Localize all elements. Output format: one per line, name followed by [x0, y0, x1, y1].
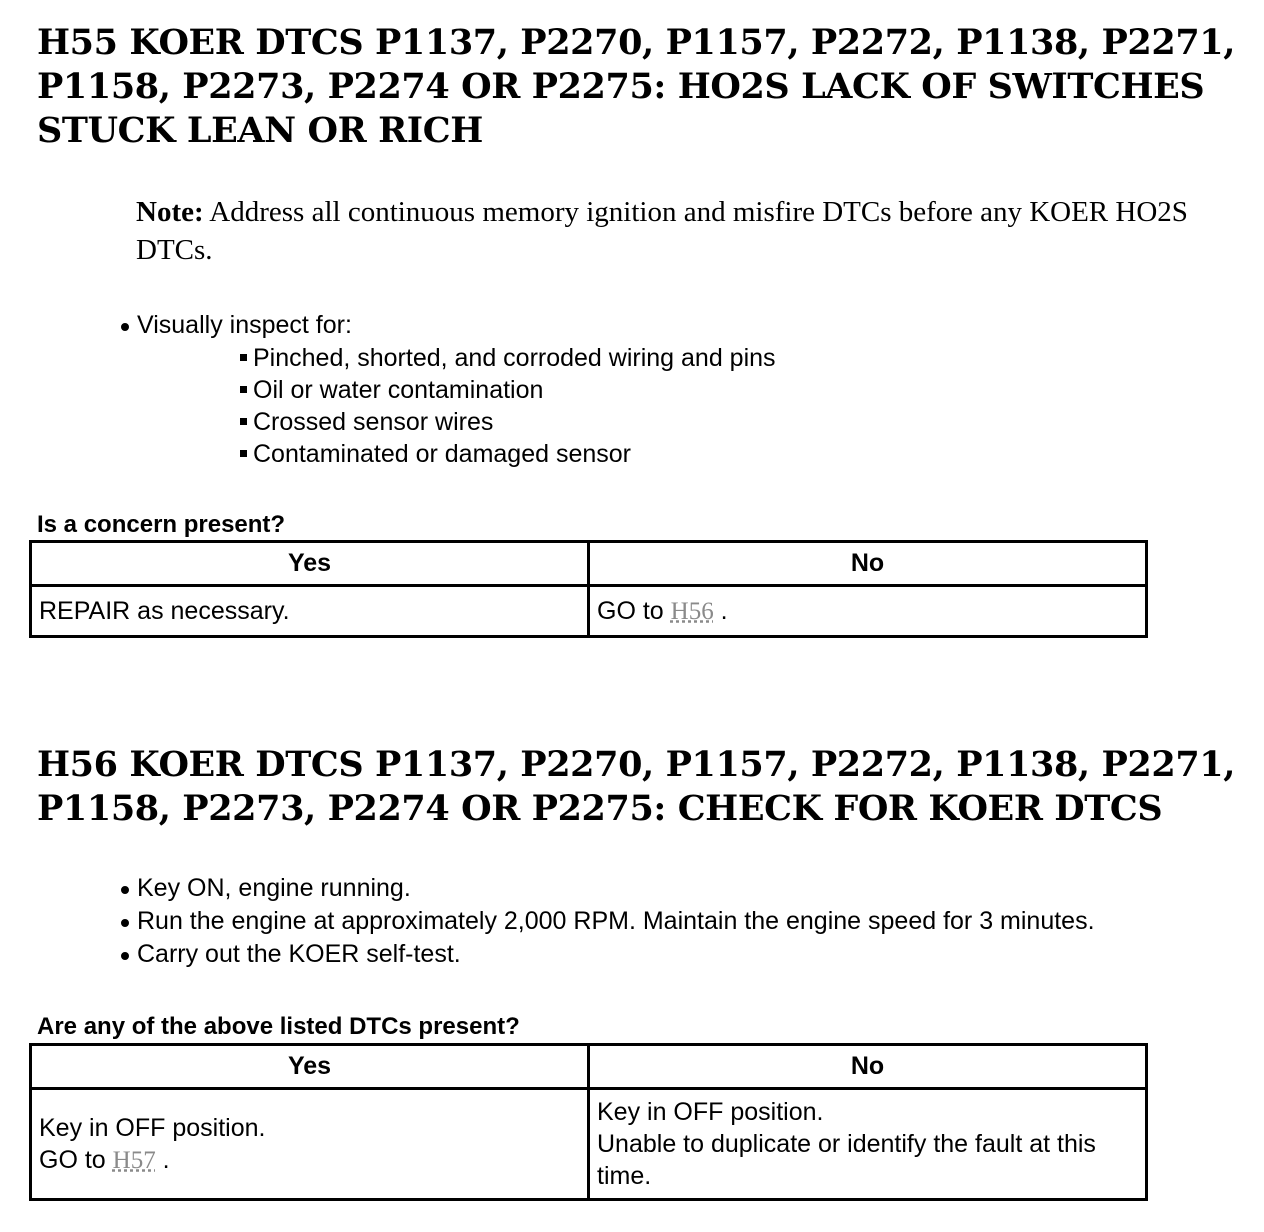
inspect-item: Pinched, shorted, and corroded wiring and pins: [237, 342, 776, 374]
yes-column-header: Yes: [31, 542, 589, 586]
section-h55-heading: H55 KOER DTCS P1137, P2270, P1157, P2272, P1138, P2271, P1158, P2273, P2274 OR P2275: HO2S LACK OF SWITCHES STUCK LEAN OR RICH: [37, 22, 1236, 151]
h55-decision-table: [29, 540, 1148, 638]
inspect-sub-list: [137, 342, 776, 470]
table-row: [31, 1089, 1147, 1200]
table-header-row: [31, 542, 1147, 586]
link-h56[interactable]: H56: [670, 597, 714, 625]
h55-question: Is a concern present?: [37, 511, 286, 538]
link-h57[interactable]: H57: [112, 1146, 156, 1174]
period: .: [162, 1145, 170, 1174]
inspect-item: Crossed sensor wires: [237, 406, 776, 438]
no-column-header: No: [589, 542, 1147, 586]
h56-question: Are any of the above listed DTCs present?: [37, 1013, 520, 1040]
inspection-list: [118, 309, 776, 470]
note-label: Note:: [136, 196, 204, 228]
no-cell: [589, 1089, 1147, 1200]
yes-cell: REPAIR as necessary.: [31, 586, 589, 637]
yes-line-2: [39, 1144, 580, 1177]
no-line-2: Unable to duplicate or identify the fault at this time.: [597, 1130, 1096, 1190]
step-item: Key ON, engine running.: [118, 872, 1095, 905]
yes-cell: [31, 1089, 589, 1200]
no-column-header: No: [589, 1045, 1147, 1089]
table-row: [31, 586, 1147, 637]
step-item: Carry out the KOER self-test.: [118, 938, 1095, 971]
no-cell: [589, 586, 1147, 637]
period: .: [720, 596, 728, 625]
h56-decision-table: [29, 1043, 1148, 1201]
no-line-1: Key in OFF position.: [597, 1098, 824, 1126]
step-item: Run the engine at approximately 2,000 RPM. Maintain the engine speed for 3 minutes.: [118, 905, 1095, 938]
yes-column-header: Yes: [31, 1045, 589, 1089]
inspect-item: Oil or water contamination: [237, 374, 776, 406]
go-to-label: GO to: [597, 596, 664, 625]
section-h56-heading: H56 KOER DTCS P1137, P2270, P1157, P2272, P1138, P2271, P1158, P2273, P2274 OR P2275: CHECK FOR KOER DTCS: [37, 744, 1236, 829]
inspect-label: Visually inspect for:: [137, 311, 352, 339]
yes-line-1: Key in OFF position.: [39, 1113, 266, 1142]
inspect-instruction: [118, 309, 776, 470]
go-to-label: GO to: [39, 1145, 106, 1174]
table-header-row: [31, 1045, 1147, 1089]
note-text: Address all continuous memory ignition and misfire DTCs before any KOER HO2S DTCs.: [136, 196, 1188, 266]
h56-steps-list: [118, 872, 1095, 971]
note: [136, 193, 1216, 269]
inspect-item: Contaminated or damaged sensor: [237, 438, 776, 470]
